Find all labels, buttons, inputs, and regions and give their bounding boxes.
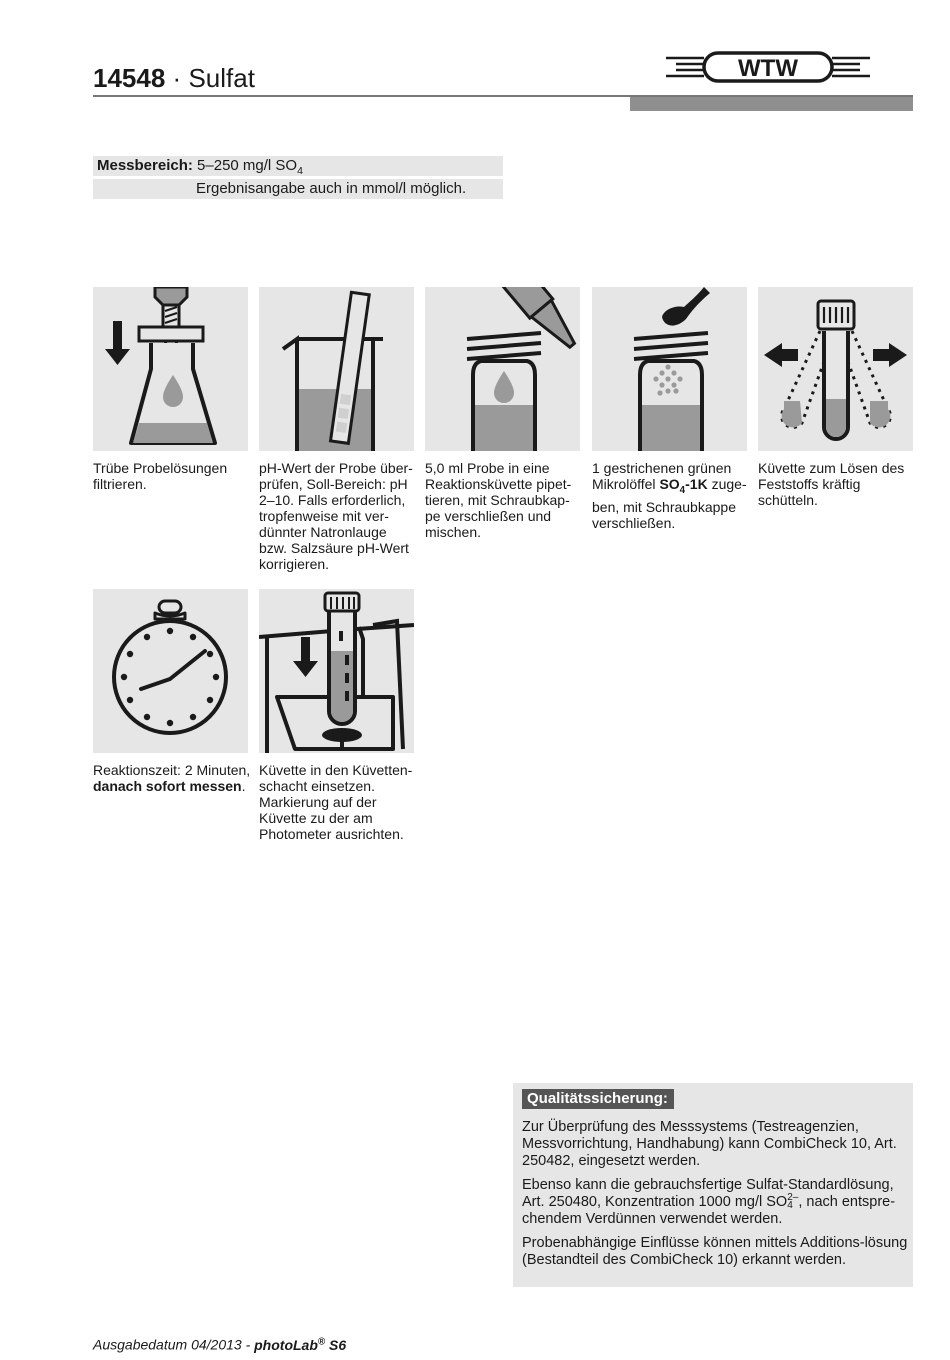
measuring-range-label: Messbereich: — [97, 157, 193, 174]
wtw-logo — [664, 50, 872, 84]
svg-text:WTW: WTW — [738, 55, 798, 82]
step-2-image — [259, 287, 414, 451]
measuring-range-value: 5–250 mg/l $SO_4$ — [197, 157, 303, 177]
quality-paragraph-1: Zur Überprüfung des Messsystems (Testreagenzien, Messvorrichtung, Handhabung) kann CombiCheck 10, Art. 250482, eingesetzt werden. — [522, 1119, 897, 1169]
footer-issue-date: Ausgabedatum 04/2013 - photoLab® S6 — [93, 1336, 347, 1353]
step-7-caption: Küvette in den Küvetten-schacht einsetzen. Markierung auf der Küvette zu der am Photometer ausrichten. — [259, 762, 413, 842]
header-bar — [630, 97, 913, 111]
quality-assurance-heading: Qualitätssicherung: — [522, 1089, 674, 1109]
step-6-image — [93, 589, 248, 753]
step-5-caption: Küvette zum Lösen des Feststoffs kräftig schütteln. — [758, 460, 905, 508]
title-text: Sulfat — [188, 63, 255, 93]
measuring-range — [93, 156, 503, 176]
shake-cuvette-icon — [758, 287, 913, 451]
pipette-cuvette-icon — [425, 287, 580, 451]
product-name: photoLab® S6 — [254, 1336, 347, 1353]
spoon-cuvette-icon — [592, 287, 747, 451]
title-separator: · — [172, 63, 182, 93]
step-6-caption: Reaktionszeit: 2 Minuten, danach sofort messen. — [93, 762, 251, 794]
step-4-caption: 1 gestrichenen grünen Mikrolöffel $SO_4-1K$ zuge-ben, mit Schraubkappe verschließen. — [592, 460, 747, 531]
step-3-image — [425, 287, 580, 451]
quality-paragraph-3: Probenabhängige Einflüsse können mittels Additions-lösung (Bestandteil des CombiCheck 10) erkannt werden. — [522, 1235, 908, 1268]
article-number: 14548 — [93, 63, 166, 93]
step-7-image — [259, 589, 414, 753]
step-1-caption: Trübe Probelösungen filtrieren. — [93, 460, 228, 492]
quality-paragraph-2: Ebenso kann die gebrauchsfertige Sulfat-Standardlösung, Art. 250480, Konzentration 1000 mg/l SO 2– 4 , nach entspre-chendem Verdünnen verwendet werden. — [522, 1177, 896, 1227]
step-1-image — [93, 287, 248, 451]
beaker-ph-strip-icon — [259, 287, 414, 451]
step-2-caption: pH-Wert der Probe über-prüfen, Soll-Bereich: pH 2–10. Falls erforderlich, tropfenweise mit ver-dünnter Natronlauge bzw. Salzsäure pH-Wert korrigieren. — [259, 460, 413, 572]
photometer-insert-icon — [259, 589, 414, 753]
step-4-image — [592, 287, 747, 451]
reagent-name: $SO_4-1K$ — [659, 476, 708, 496]
stopwatch-icon — [93, 589, 248, 753]
step-5-image — [758, 287, 913, 451]
filter-flask-icon — [93, 287, 248, 451]
measuring-range-note: Ergebnisangabe auch in mmol/l möglich. — [93, 179, 503, 199]
step-3-caption: 5,0 ml Probe in eine Reaktionsküvette pipet-tieren, mit Schraubkap-pe verschließen und mischen. — [425, 460, 572, 540]
quality-assurance-box — [513, 1083, 913, 1287]
page-title — [93, 62, 255, 94]
